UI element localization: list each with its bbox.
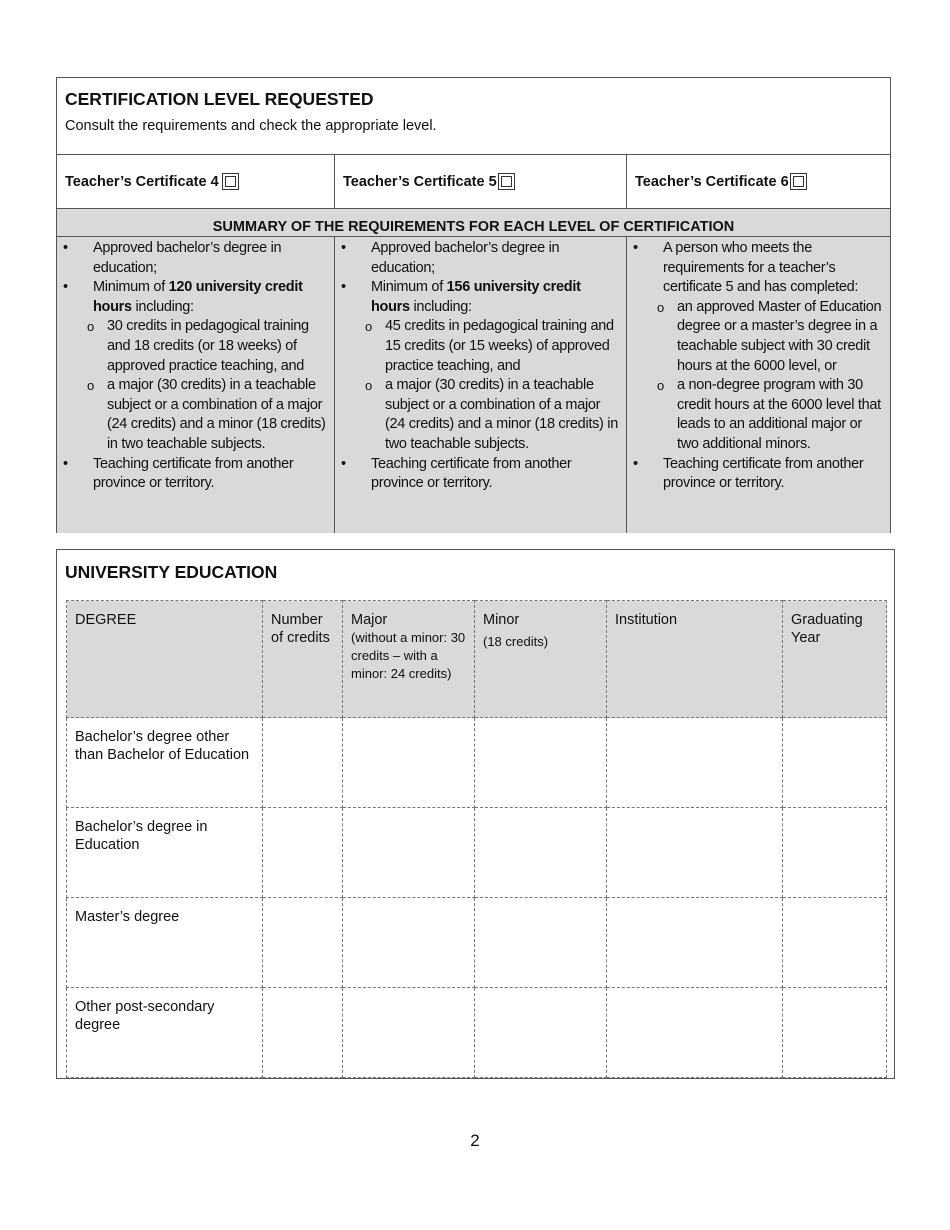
bullet: • — [63, 240, 68, 256]
credits-cell[interactable] — [263, 898, 343, 988]
list-item: o an approved Master of Education degree or a master’s degree in a teachable subject with 30 credit hours at the 6000 level, or — [657, 298, 882, 374]
sub-bullet: o — [657, 378, 664, 394]
year-cell[interactable] — [783, 898, 887, 988]
list-item: • Approved bachelor’s degree in education; — [63, 240, 282, 276]
certificate-6-checkbox[interactable] — [790, 173, 807, 190]
certificate-4-checkbox[interactable] — [222, 173, 239, 190]
minor-cell[interactable] — [475, 898, 607, 988]
list-item: • A person who meets the requirements for a teacher’s certificate 5 and has completed: o an approved Master of Education degree or a master’s degree in a teachable subject with 30 credit hours at the 6000 level, or o a non-degree program with 30 credit hours at the 6000 level that leads to an additional major or two additional minors. — [633, 239, 884, 455]
list-item: o a major (30 credits) in a teachable subject or a combination of a major (24 credits) and a minor (18 credits) in two teachable subjects. — [87, 377, 326, 452]
bullet: • — [633, 455, 638, 472]
summary-certificate-4 — [57, 237, 335, 533]
minor-cell[interactable] — [475, 718, 607, 808]
sub-bullet: o — [365, 319, 372, 335]
list-item: • Minimum of 120 university credit hours including: o 30 credits in pedagogical training and 18 credits (or 18 weeks) of approved practice teaching, and o a major (30 credits) in a teachable subject or a combination of a major (24 credits) and a minor (18 credits) in two teachable subjects. — [63, 278, 328, 454]
list-item: o a major (30 credits) in a teachable subject or a combination of a major (24 credits) and a minor (18 credits) in two teachable subjects. — [365, 377, 618, 452]
summary-certificate-6 — [627, 237, 890, 533]
bullet: • — [63, 279, 68, 296]
year-header: Graduating Year — [783, 601, 887, 718]
sub-bullet: o — [87, 378, 94, 394]
minor-cell[interactable] — [475, 988, 607, 1078]
sub-bullet: o — [365, 378, 372, 394]
degree-label: Bachelor’s degree other than Bachelor of Education — [67, 718, 263, 808]
bullet: • — [633, 240, 638, 256]
institution-cell[interactable] — [607, 718, 783, 808]
summary-certificate-5 — [335, 237, 627, 533]
certification-header — [57, 78, 890, 155]
list-item: • Minimum of 156 university credit hours including: o 45 credits in pedagogical training and 15 credits (or 15 weeks) of approved practice teaching, and o a major (30 credits) in a teachable subject or a combination of a major (24 credits) and a minor (18 credits) in two teachable subjects. — [341, 278, 620, 454]
list-item: • Approved bachelor’s degree in education; — [341, 240, 560, 276]
summary-requirements — [57, 237, 890, 533]
institution-header: Institution — [607, 601, 783, 718]
list-item: • Teaching certificate from another province or territory. — [633, 455, 864, 492]
institution-cell[interactable] — [607, 808, 783, 898]
bullet: • — [341, 240, 346, 256]
certificate-5-label: Teacher’s Certificate 5 — [343, 173, 497, 190]
university-education-section — [56, 549, 895, 1079]
minor-header: Minor (18 credits) — [475, 601, 607, 718]
list-item: • Teaching certificate from another province or territory. — [341, 455, 572, 492]
major-note: (without a minor: 30 credits – with a minor: 24 credits) — [351, 630, 466, 681]
institution-cell[interactable] — [607, 988, 783, 1078]
sub-bullet: o — [657, 299, 664, 315]
certificate-6-option — [627, 155, 890, 208]
certification-section — [56, 77, 891, 533]
credits-cell[interactable] — [263, 988, 343, 1078]
degree-label: Master’s degree — [67, 898, 263, 988]
major-cell[interactable] — [343, 718, 475, 808]
major-cell[interactable] — [343, 988, 475, 1078]
year-cell[interactable] — [783, 808, 887, 898]
certificate-5-option — [335, 155, 627, 208]
certificate-4-option — [57, 155, 335, 208]
summary-title: SUMMARY OF THE REQUIREMENTS FOR EACH LEVEL OF CERTIFICATION — [57, 209, 890, 237]
major-header: Major (without a minor: 30 credits – with a minor: 24 credits) — [343, 601, 475, 718]
degree-label: Bachelor’s degree in Education — [67, 808, 263, 898]
year-cell[interactable] — [783, 988, 887, 1078]
certificate-level-row — [57, 155, 890, 209]
table-row — [67, 898, 887, 988]
list-item: o a non-degree program with 30 credit hours at the 6000 level that leads to an additional major or two additional minors. — [657, 377, 881, 452]
major-cell[interactable] — [343, 808, 475, 898]
table-row — [67, 988, 887, 1078]
certificate-6-label: Teacher’s Certificate 6 — [635, 173, 789, 190]
bullet: • — [341, 279, 346, 296]
list-item: o 30 credits in pedagogical training and 18 credits (or 18 weeks) of approved practice teaching, and — [87, 318, 309, 374]
degree-header: DEGREE — [67, 601, 263, 718]
major-cell[interactable] — [343, 898, 475, 988]
institution-cell[interactable] — [607, 898, 783, 988]
university-table — [66, 600, 887, 1078]
list-item: o 45 credits in pedagogical training and 15 credits (or 15 weeks) of approved practice teaching, and — [365, 318, 614, 374]
certificate-4-label: Teacher’s Certificate 4 — [65, 173, 219, 190]
table-header-row — [67, 601, 887, 718]
page-number: 2 — [470, 1131, 480, 1150]
certification-subtitle: Consult the requirements and check the appropriate level. — [65, 118, 437, 134]
bullet: • — [63, 455, 68, 472]
table-row — [67, 808, 887, 898]
minor-note: (18 credits) — [483, 634, 549, 649]
table-row — [67, 718, 887, 808]
sub-bullet: o — [87, 319, 94, 335]
bullet: • — [341, 455, 346, 472]
list-item: • Teaching certificate from another province or territory. — [63, 455, 294, 492]
degree-label: Other post-secondary degree — [67, 988, 263, 1078]
credits-header: Number of credits — [263, 601, 343, 718]
certificate-5-checkbox[interactable] — [498, 173, 515, 190]
credits-cell[interactable] — [263, 808, 343, 898]
certification-title: CERTIFICATION LEVEL REQUESTED — [65, 89, 374, 109]
credits-cell[interactable] — [263, 718, 343, 808]
minor-cell[interactable] — [475, 808, 607, 898]
university-title: UNIVERSITY EDUCATION — [65, 562, 278, 582]
year-cell[interactable] — [783, 718, 887, 808]
